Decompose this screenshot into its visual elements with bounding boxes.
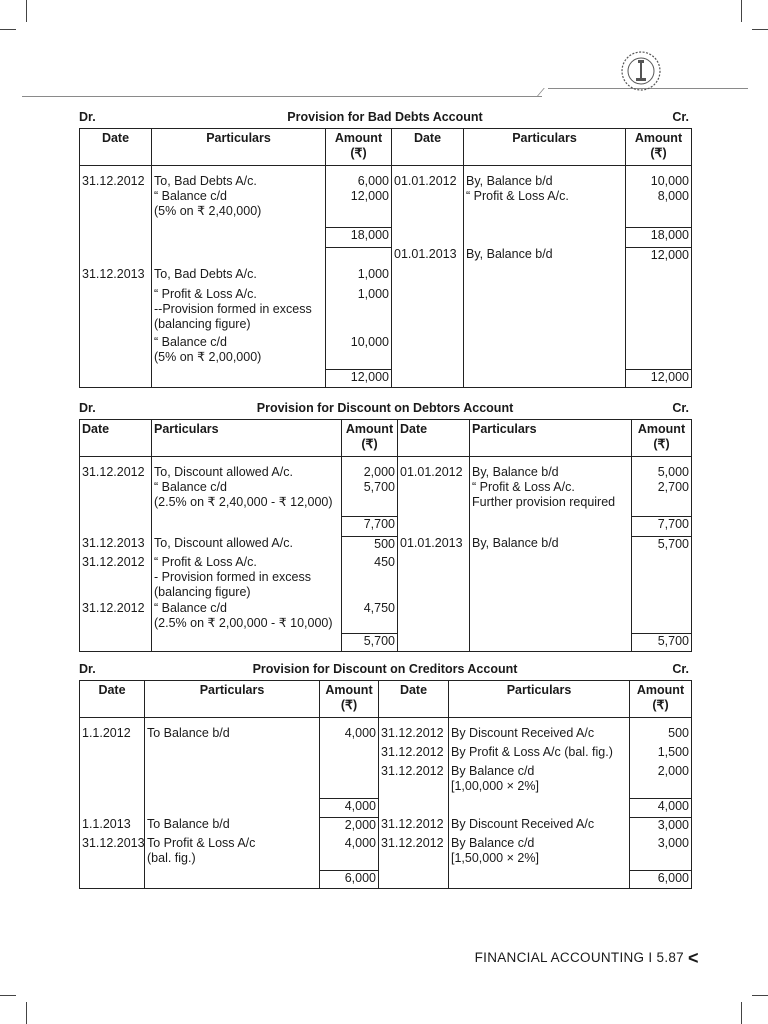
cell-particulars: “ Balance c/d (2.5% on ₹ 2,00,000 - ₹ 10,000) [152, 601, 342, 633]
dr-label: Dr. [79, 662, 96, 676]
cell-particulars: By Discount Received A/c [449, 817, 630, 836]
cell-total: 7,700 [632, 516, 692, 536]
cell-particulars: To Balance b/d [145, 726, 320, 745]
cell-particulars: To, Bad Debts A/c. [152, 267, 326, 287]
cell-amount [320, 764, 379, 798]
table-row [80, 745, 692, 764]
col-date-cr: Date [398, 420, 470, 457]
col-amount-cr: Amount (₹) [632, 420, 692, 457]
cell-date: 31.12.2013 [80, 267, 152, 287]
cell-date: 01.01.2013 [398, 536, 470, 555]
cell-date: 31.12.2012 [379, 817, 449, 836]
cell-date [80, 480, 152, 516]
cell-amount: 2,000 [630, 764, 692, 798]
cell-amount [326, 247, 392, 267]
col-particulars-dr: Particulars [152, 129, 326, 166]
table-row [80, 601, 692, 633]
cell-particulars: “ Profit & Loss A/c. --Provision formed in excess (balancing figure) [152, 287, 326, 335]
cell-date: 31.12.2012 [80, 174, 152, 189]
cell-date [392, 189, 464, 227]
col-date-cr: Date [392, 129, 464, 166]
cell-date [398, 555, 470, 601]
cell-particulars: By Profit & Loss A/c (bal. fig.) [449, 745, 630, 764]
table-row [80, 335, 692, 369]
cell-particulars: “ Profit & Loss A/c. Further provision required [470, 480, 632, 516]
table-header-row [80, 681, 692, 718]
cell-total: 18,000 [326, 227, 392, 247]
cell-date: 1.1.2013 [80, 817, 145, 836]
cell-particulars: By, Balance b/d [470, 465, 632, 480]
account-heading [79, 662, 691, 680]
cell-date [80, 189, 152, 227]
table-row [80, 726, 692, 745]
cell-amount: 5,000 [632, 465, 692, 480]
cell-date: 31.12.2012 [379, 726, 449, 745]
account-heading [79, 401, 691, 419]
cell-amount: 8,000 [626, 189, 692, 227]
cell-date: 31.12.2012 [379, 745, 449, 764]
cell-total: 4,000 [630, 798, 692, 817]
cell-particulars: “ Profit & Loss A/c. [464, 189, 626, 227]
account-heading [79, 110, 691, 128]
col-particulars-dr: Particulars [152, 420, 342, 457]
cell-amount: 6,000 [326, 174, 392, 189]
cr-label: Cr. [672, 110, 689, 124]
cell-date [80, 287, 152, 335]
cell-particulars: To Profit & Loss A/c (bal. fig.) [145, 836, 320, 870]
col-date-cr: Date [379, 681, 449, 718]
ledger-account-discount-debtors [79, 401, 691, 652]
cell-total: 12,000 [626, 369, 692, 387]
cell-amount: 10,000 [326, 335, 392, 369]
cell-date: 1.1.2012 [80, 726, 145, 745]
cell-particulars: By Discount Received A/c [449, 726, 630, 745]
cell-particulars: “ Balance c/d (5% on ₹ 2,00,000) [152, 335, 326, 369]
ledger-table [79, 128, 692, 388]
cell-amount: 2,000 [320, 817, 379, 836]
col-amount-cr: Amount (₹) [626, 129, 692, 166]
cell-particulars: By, Balance b/d [464, 247, 626, 267]
table-total-row [80, 870, 692, 888]
cell-amount: 500 [630, 726, 692, 745]
crop-mark [26, 1002, 27, 1024]
cell-amount: 3,000 [630, 836, 692, 870]
cell-particulars: By, Balance b/d [470, 536, 632, 555]
cell-date: 31.12.2012 [80, 465, 152, 480]
cell-total: 4,000 [320, 798, 379, 817]
cell-amount: 12,000 [626, 247, 692, 267]
col-particulars-dr: Particulars [145, 681, 320, 718]
ledger-account-bad-debts [79, 110, 691, 388]
cell-date: 31.12.2012 [80, 555, 152, 601]
col-particulars-cr: Particulars [470, 420, 632, 457]
crop-mark [752, 995, 768, 996]
table-total-row [80, 633, 692, 651]
col-date-dr: Date [80, 420, 152, 457]
cell-particulars: “ Balance c/d (5% on ₹ 2,40,000) [152, 189, 326, 227]
cell-particulars [145, 764, 320, 798]
cell-amount: 5,700 [632, 536, 692, 555]
cell-particulars: “ Profit & Loss A/c. - Provision formed in excess (balancing figure) [152, 555, 342, 601]
col-date-dr: Date [80, 681, 145, 718]
dr-label: Dr. [79, 110, 96, 124]
account-title: Provision for Discount on Debtors Account [256, 401, 514, 415]
cell-amount: 2,700 [632, 480, 692, 516]
cell-particulars: “ Balance c/d (2.5% on ₹ 2,40,000 - ₹ 12,000) [152, 480, 342, 516]
cell-amount: 10,000 [626, 174, 692, 189]
cell-amount [626, 335, 692, 369]
cell-date [392, 267, 464, 287]
table-row [80, 480, 692, 516]
cell-particulars [152, 247, 326, 267]
cell-particulars: To, Discount allowed A/c. [152, 536, 342, 555]
header-rule-kink [536, 88, 555, 97]
table-row [80, 817, 692, 836]
cr-label: Cr. [672, 662, 689, 676]
cell-date: 01.01.2012 [398, 465, 470, 480]
institute-seal-icon [620, 50, 662, 92]
cell-date: 31.12.2013 [80, 836, 145, 870]
table-row [80, 465, 692, 480]
cell-total: 18,000 [626, 227, 692, 247]
cell-total: 5,700 [342, 633, 398, 651]
col-particulars-cr: Particulars [449, 681, 630, 718]
cell-amount: 4,000 [320, 836, 379, 870]
col-particulars-cr: Particulars [464, 129, 626, 166]
cell-particulars: To, Bad Debts A/c. [152, 174, 326, 189]
cell-date [80, 764, 145, 798]
cell-date: 31.12.2013 [80, 536, 152, 555]
cell-particulars: To Balance b/d [145, 817, 320, 836]
cell-date: 01.01.2013 [392, 247, 464, 267]
cell-amount: 1,000 [326, 267, 392, 287]
table-row [80, 174, 692, 189]
cell-particulars [464, 287, 626, 335]
cell-amount: 5,700 [342, 480, 398, 516]
cell-particulars: To, Discount allowed A/c. [152, 465, 342, 480]
cell-date [392, 335, 464, 369]
cell-date: 31.12.2012 [379, 764, 449, 798]
cell-amount [626, 267, 692, 287]
col-date-dr: Date [80, 129, 152, 166]
cell-amount: 1,500 [630, 745, 692, 764]
crop-mark [741, 1002, 742, 1024]
dr-label: Dr. [79, 401, 96, 415]
cell-amount: 500 [342, 536, 398, 555]
col-amount-dr: Amount (₹) [320, 681, 379, 718]
crop-mark [741, 0, 742, 22]
col-amount-cr: Amount (₹) [630, 681, 692, 718]
cell-amount: 12,000 [326, 189, 392, 227]
table-row [80, 764, 692, 798]
table-row [80, 287, 692, 335]
cell-particulars [464, 267, 626, 287]
cell-amount [632, 555, 692, 601]
crop-mark [0, 29, 16, 30]
col-amount-dr: Amount (₹) [326, 129, 392, 166]
cr-label: Cr. [672, 401, 689, 415]
cell-amount: 4,750 [342, 601, 398, 633]
chevron-left-icon: < [688, 948, 699, 968]
cell-amount: 450 [342, 555, 398, 601]
cell-date: 31.12.2012 [80, 601, 152, 633]
table-total-row [80, 798, 692, 817]
ledger-account-discount-creditors [79, 662, 691, 889]
cell-particulars: By, Balance b/d [464, 174, 626, 189]
table-total-row [80, 516, 692, 536]
table-row [80, 836, 692, 870]
cell-date [80, 335, 152, 369]
cell-particulars [470, 555, 632, 601]
crop-mark [0, 995, 16, 996]
cell-particulars [464, 335, 626, 369]
col-amount-dr: Amount (₹) [342, 420, 398, 457]
crop-mark [752, 29, 768, 30]
table-row [80, 267, 692, 287]
cell-amount [632, 601, 692, 633]
cell-total: 7,700 [342, 516, 398, 536]
table-total-row [80, 227, 692, 247]
cell-amount: 3,000 [630, 817, 692, 836]
cell-particulars [470, 601, 632, 633]
cell-date [398, 601, 470, 633]
table-row [80, 247, 692, 267]
cell-amount: 1,000 [326, 287, 392, 335]
cell-amount [626, 287, 692, 335]
cell-total: 5,700 [632, 633, 692, 651]
table-header-row [80, 420, 692, 457]
cell-particulars: By Balance c/d [1,00,000 × 2%] [449, 764, 630, 798]
cell-amount [320, 745, 379, 764]
cell-date [392, 287, 464, 335]
cell-particulars: By Balance c/d [1,50,000 × 2%] [449, 836, 630, 870]
cell-total: 12,000 [326, 369, 392, 387]
table-row [80, 555, 692, 601]
cell-total: 6,000 [630, 870, 692, 888]
account-title: Provision for Discount on Creditors Account [252, 662, 518, 676]
table-row [80, 189, 692, 227]
table-row [80, 536, 692, 555]
ledger-table [79, 419, 692, 652]
cell-date: 31.12.2012 [379, 836, 449, 870]
table-total-row [80, 369, 692, 387]
cell-date [80, 745, 145, 764]
account-title: Provision for Bad Debts Account [287, 110, 483, 124]
cell-date [80, 247, 152, 267]
table-header-row [80, 129, 692, 166]
cell-date: 01.01.2012 [392, 174, 464, 189]
header-rule [22, 96, 542, 97]
cell-amount: 2,000 [342, 465, 398, 480]
ledger-table [79, 680, 692, 889]
cell-particulars [145, 745, 320, 764]
cell-date [398, 480, 470, 516]
cell-amount: 4,000 [320, 726, 379, 745]
page-footer: FINANCIAL ACCOUNTING I 5.87 [474, 950, 684, 965]
crop-mark [26, 0, 27, 22]
cell-total: 6,000 [320, 870, 379, 888]
